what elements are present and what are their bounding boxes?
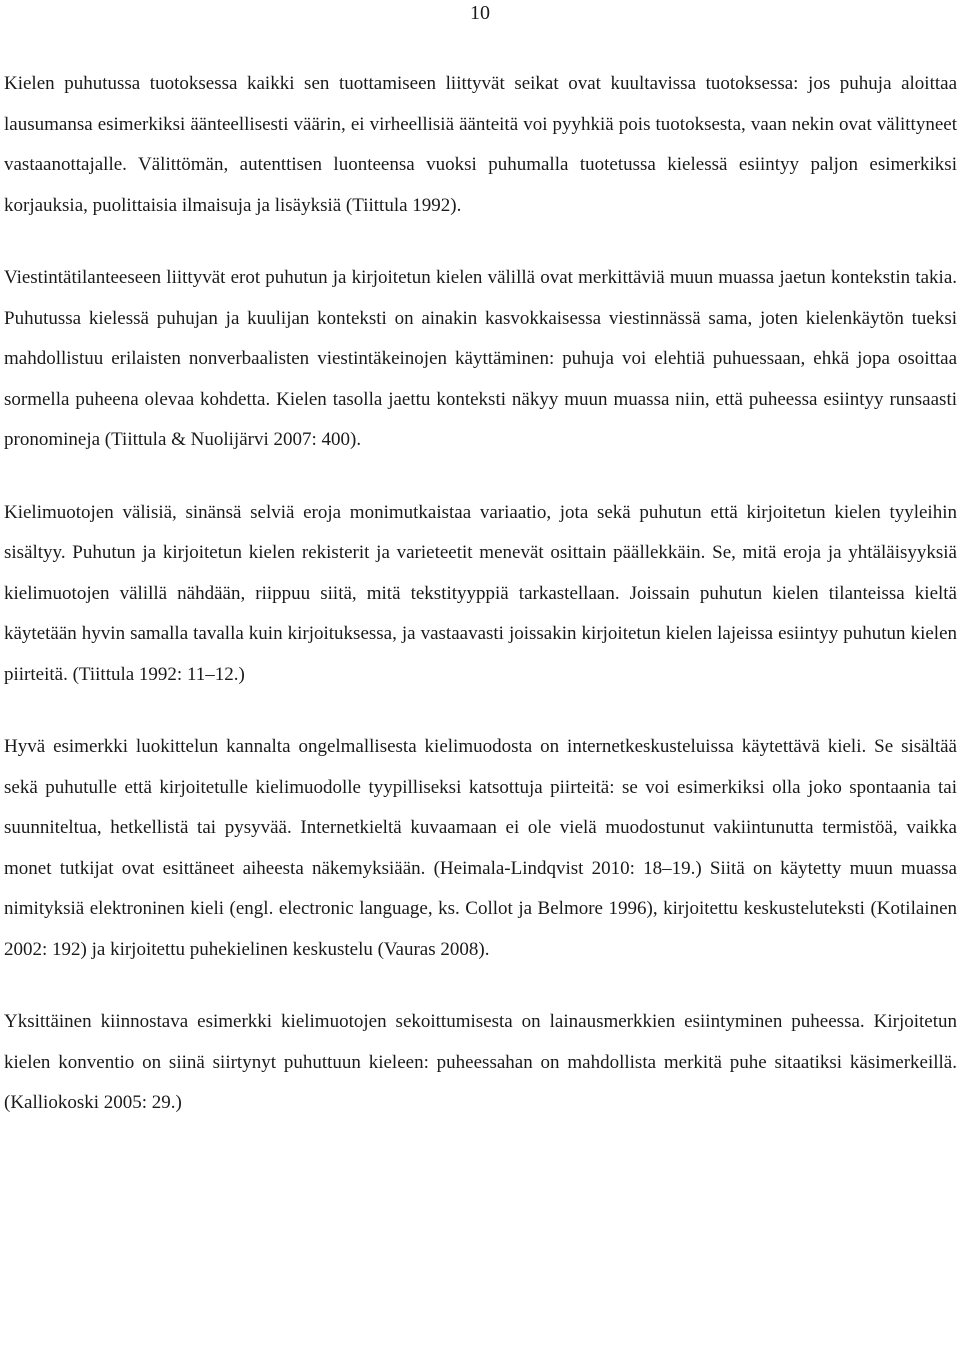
page-number: 10	[470, 2, 490, 24]
body-text	[4, 64, 957, 1124]
paragraph-internet-language: Hyvä esimerkki luokittelun kannalta ongelmallisesta kielimuodosta on internetkeskusteluissa käytettävä kieli. Se sisältää sekä puhutulle että kirjoitetulle kielimuodolle tyypilliseksi katsottuja piirteitä: se voi esimerkiksi olla joko spontaania tai suunniteltua, hetkellistä tai pysyvää. Internetkieltä kuvaamaan ei ole vielä muodostunut vakiintunutta termistöä, vaikka monet tutkijat ovat esittäneet aiheesta näkemyksiään. (Heimala-Lindqvist 2010: 18–19.) Siitä on käytetty muun muassa nimityksiä elektroninen kieli (engl. electronic language, ks. Collot ja Belmore 1996), kirjoitettu keskusteluteksti (Kotilainen 2002: 192) ja kirjoitettu puhekielinen keskustelu (Vauras 2008).	[4, 736, 957, 960]
paragraph-variation: Kielimuotojen välisiä, sinänsä selviä eroja monimutkaistaa variaatio, jota sekä puhutun että kirjoitetun kielen tyyleihin sisältyy. Puhutun ja kirjoitetun kielen rekisterit ja varieteetit menevät osittain päällekkäin. Se, mitä eroja ja yhtäläisyyksiä kielimuotojen välillä nähdään, riippuu siitä, mitä tekstityyppiä tarkastellaan. Joissain puhutun kielen tilanteissa kieltä käytetään hyvin samalla tavalla kuin kirjoituksessa, ja vastaavasti joissakin kirjoitetun kielen lajeissa esiintyy puhutun kielen piirteitä. (Tiittula 1992: 11–12.)	[4, 501, 957, 685]
paragraph-shared-context: Viestintätilanteeseen liittyvät erot puhutun ja kirjoitetun kielen välillä ovat merkittäviä muun muassa jaetun kontekstin takia. Puhutussa kielessä puhujan ja kuulijan konteksti on ainakin kasvokkaisessa viestinnässä sama, joten kielenkäytön tueksi mahdollistuu erilaisten nonverbaalisten viestintäkeinojen käyttäminen: puhuja voi elehtiä puhuessaan, ehkä jopa osoittaa sormella puheena olevaa kohdetta. Kielen tasolla jaettu konteksti näkyy muun muassa niin, että puheessa esiintyy runsaasti pronomineja (Tiittula & Nuolijärvi 2007: 400).	[4, 267, 957, 450]
paragraph-quotation-marks: Yksittäinen kiinnostava esimerkki kielimuotojen sekoittumisesta on lainausmerkkien esiintyminen puheessa. Kirjoitetun kielen konventio on siinä siirtynyt puhuttuun kieleen: puheessahan on mahdollista merkitä puhe sitaatiksi käsimerkeillä. (Kalliokoski 2005: 29.)	[4, 1011, 957, 1113]
paragraph-spoken-output: Kielen puhutussa tuotoksessa kaikki sen tuottamiseen liittyvät seikat ovat kuultavissa tuotoksessa: jos puhuja aloittaa lausumansa esimerkiksi äänteellisesti väärin, ei virheellisiä äänteitä voi pyyhkiä pois tuotoksesta, vaan nekin ovat välittyneet vastaanottajalle. Välittömän, autenttisen luonteensa vuoksi puhumalla tuotetussa kielessä esiintyy paljon esimerkiksi korjauksia, puolittaisia ilmaisuja ja lisäyksiä (Tiittula 1992).	[4, 73, 957, 216]
